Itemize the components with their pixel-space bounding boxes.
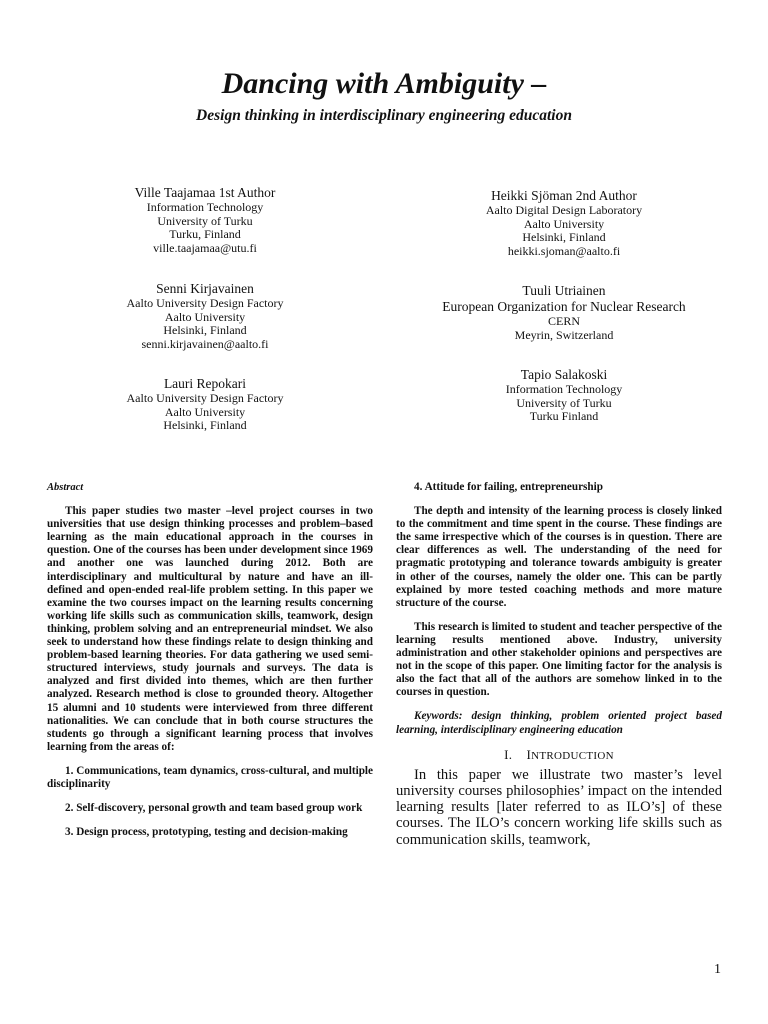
body-paragraph: This research is limited to student and teacher perspective of the learning results mentioned above. Industry, university administration and other stakeholder opinions and perspectives are not in the scope of this paper. One limiting factor for the analysis is also the fact that all of the authors are somehow linked in to the courses in question. <box>396 620 722 699</box>
author-affiliation: Meyrin, Switzerland <box>514 327 614 342</box>
author-affiliation: Turku Finland <box>529 409 599 423</box>
right-column <box>396 481 722 859</box>
author-affiliation: University of Turku <box>157 213 253 228</box>
author-affiliation: Helsinki, Finland <box>163 418 247 432</box>
list-item: 2. Self-discovery, personal growth and team based group work <box>65 802 363 815</box>
author-affiliation: European Organization for Nuclear Research <box>442 299 686 314</box>
section-title-rest: NTRODUCTION <box>531 749 614 762</box>
section-heading-introduction <box>396 748 722 763</box>
author-affiliation: Aalto University Design Factory <box>126 296 284 310</box>
author-name: Tuuli Utriainen <box>522 283 606 298</box>
author-affiliation: Helsinki, Finland <box>522 230 606 244</box>
author-affiliation: Information Technology <box>505 382 623 396</box>
author-block <box>436 187 692 258</box>
author-affiliation: Aalto Digital Design Laboratory <box>485 203 643 217</box>
author-name: Heikki Sjöman 2nd Author <box>491 188 637 203</box>
author-affiliation: Helsinki, Finland <box>163 323 247 337</box>
paper-title: Dancing with Ambiguity – <box>221 67 547 100</box>
abstract-text: This paper studies two master –level project courses in two universities that use design thinking processes and problem–based learning as the main educational approach in the courses in question. One of the courses has been under development since 1969 and another one was launched during 2012. Both are interdisciplinary and multicultural by nature and have an ill-defined and open-ended real-life problem setting. In this paper we examine the two courses impact on the learning results concerning working life skills such as communication skills, teamwork, design thinking, problem solving and an entrepreneurial mindset. We also seek to understand how these findings relate to design thinking and problem-based learning theories. For data gathering we used semi-structured interviews, study journals and surveys. The data is analyzed and first divided into themes, which are then further analyzed. Research method is close to grounded theory. Altogether 15 alumni and 10 students were interviewed from three different nationalities. We can conclude that in both course structures the students go through a significant learning process that involves learning from the areas of: <box>47 505 373 753</box>
author-affiliation: Turku, Finland <box>169 227 241 241</box>
author-affiliation: University of Turku <box>516 395 612 410</box>
author-affiliation: Aalto University <box>164 404 246 419</box>
author-affiliation: Aalto University <box>164 309 246 324</box>
list-item: 3. Design process, prototyping, testing and decision-making <box>65 826 348 839</box>
author-affiliation: CERN <box>547 314 580 328</box>
abstract-label: Abstract <box>47 482 84 493</box>
author-name: Ville Taajamaa 1st Author <box>134 185 276 200</box>
author-email: senni.kirjavainen@aalto.fi <box>141 336 269 351</box>
section-numeral: I. <box>504 746 513 762</box>
list-item: 4. Attitude for failing, entrepreneurship <box>414 481 603 493</box>
author-name: Lauri Repokari <box>163 376 247 391</box>
introduction-text: In this paper we illustrate two master’s level university courses philosophies’ impact on the intended learning results [later referred to as ILO’s] of these courses. The ILO’s concern working life skills such as communication skills, teamwork, <box>396 766 722 848</box>
body-paragraph: The depth and intensity of the learning process is closely linked to the commitment and time spent in the course. These findings are the same irrespective which of the courses is in question. There are clear differences as well. The understanding of the need for pragmatic prototyping and tolerance towards ambiguity is greater in other of the courses, namely the older one. This can be partly explained by more tested coaching methods and more mature structure of the course. <box>396 505 722 609</box>
author-affiliation: Aalto University Design Factory <box>126 391 284 405</box>
author-block <box>105 184 305 255</box>
author-email: heikki.sjoman@aalto.fi <box>507 243 621 258</box>
list-item: 1. Communications, team dynamics, cross-cultural, and multiple disciplinarity <box>47 764 373 790</box>
author-block <box>420 282 708 342</box>
left-column <box>47 481 373 850</box>
author-block <box>464 366 664 424</box>
keywords: Keywords: design thinking, problem oriented project based learning, interdisciplinary engineering education <box>396 710 722 736</box>
author-email: ville.taajamaa@utu.fi <box>153 240 257 255</box>
page-number: 1 <box>714 962 721 977</box>
author-name: Tapio Salakoski <box>520 367 608 382</box>
paper-subtitle: Design thinking in interdisciplinary engineering education <box>196 107 572 124</box>
author-block <box>105 280 305 351</box>
author-name: Senni Kirjavainen <box>156 281 254 296</box>
section-title-initial: I <box>526 746 532 762</box>
author-affiliation: Aalto University <box>523 216 605 231</box>
author-block <box>105 375 305 433</box>
author-affiliation: Information Technology <box>146 200 264 214</box>
